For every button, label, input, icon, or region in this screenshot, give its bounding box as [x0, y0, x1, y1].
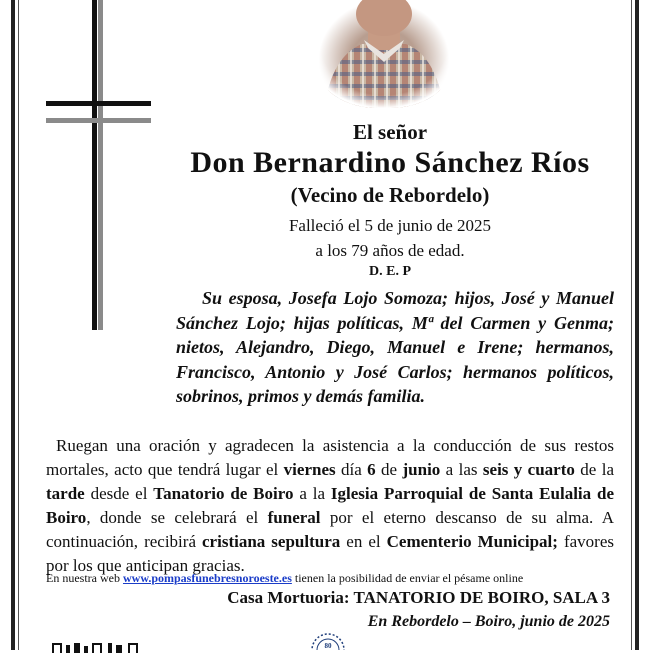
frame-inner-left — [18, 0, 19, 650]
age: a los 79 años de edad. — [315, 241, 465, 260]
place-date: En Rebordelo – Boiro, junio de 2025 — [367, 613, 610, 630]
anniversary-seal-icon — [307, 630, 349, 650]
deceased-origin: (Vecino de Rebordelo) — [290, 183, 490, 207]
title-el-senor: El señor — [352, 120, 428, 144]
website-link[interactable]: www.pompasfunebresnoroeste.es — [122, 571, 292, 585]
web-note: En nuestra web www.pompasfunebresnoroeste.es tienen la posibilidad de enviar el pésame online — [46, 571, 524, 585]
frame-left — [11, 0, 15, 650]
death-date: Falleció el 5 de junio de 2025 — [288, 216, 492, 235]
frame-right — [635, 0, 639, 650]
frame-inner-right — [631, 0, 632, 650]
family-text: Su esposa, Josefa Lojo Somoza; hijos, José y Manuel Sánchez Lojo; hijas políticas, Mª del Carmen y Genma; nietos, Alejandro, Diego, Manuel e Irene; hermanos, Francisco, Antonio y José Carlos; hermanos políticos, sobrinos, primos y demás familia. — [176, 288, 614, 406]
deceased-name: Don Bernardino Sánchez Ríos — [190, 146, 590, 179]
svg-text:80: 80 — [324, 642, 332, 650]
casa-mortuoria: Casa Mortuoria: TANATORIO DE BOIRO, SALA 3 — [227, 588, 610, 607]
deceased-photo — [318, 0, 450, 108]
ceremony-text: Ruegan una oración y agradecen la asistencia a la conducción de sus restos mortales, acto que tendrá lugar el viernes día 6 de junio a las seis y cuarto de la tarde desde el Tanatorio de Boiro a la Iglesia Parroquial de Santa Eulalia de Boiro, donde se celebrará el funeral por el eterno descanso de su alma. A continuación, recibirá cristiana sepultura en el Cementerio Municipal; favores por los que anticipan gracias. — [46, 436, 615, 575]
rip-text: D. E. P — [369, 264, 411, 279]
qr-code-icon — [52, 640, 142, 650]
